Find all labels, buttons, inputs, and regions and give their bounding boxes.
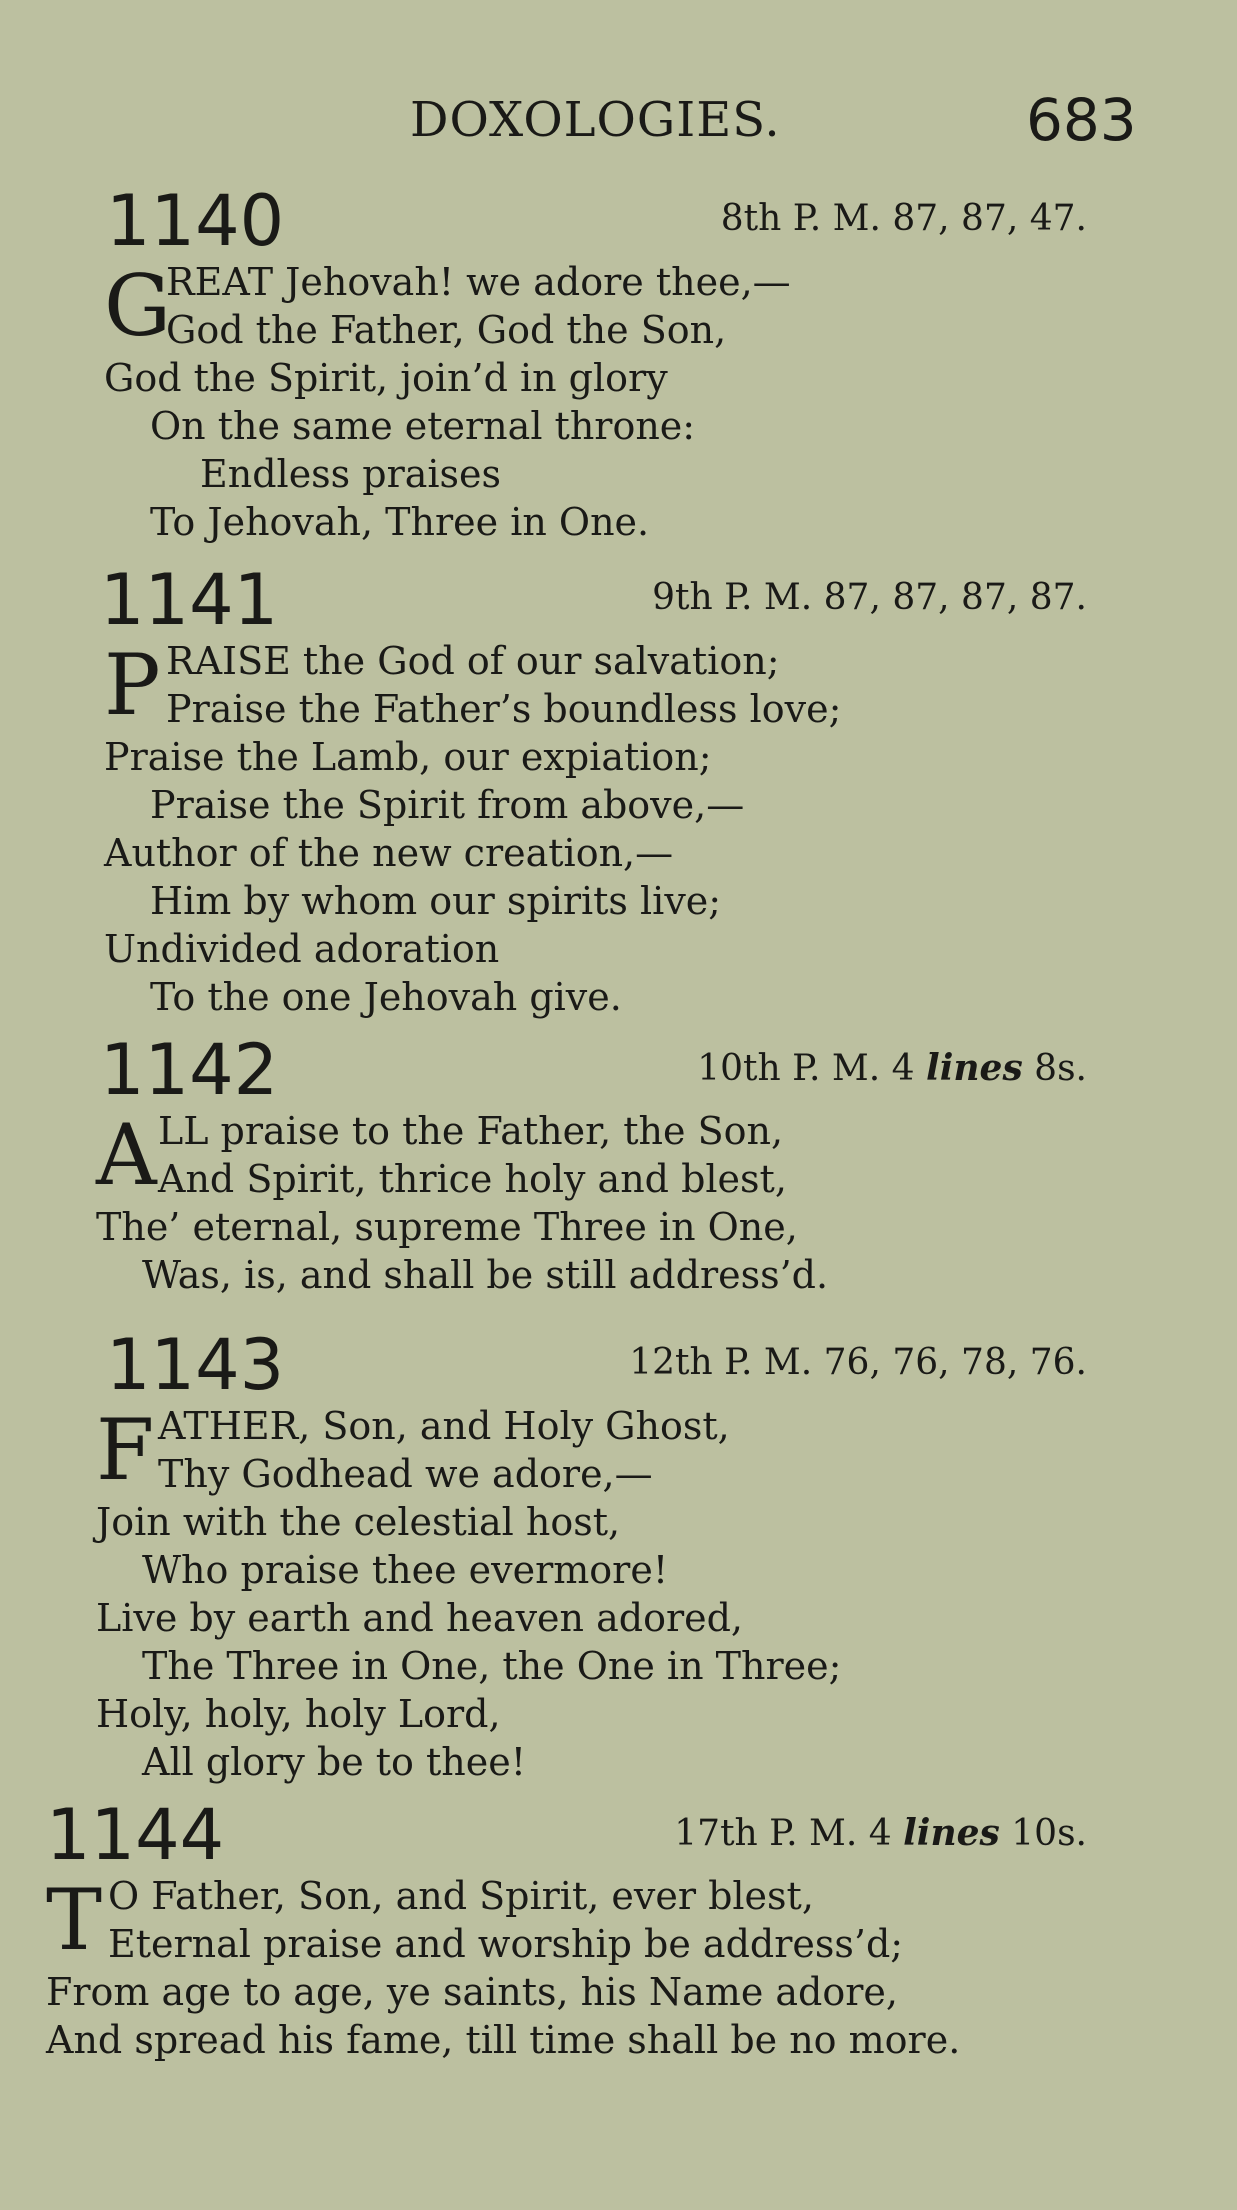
verse-line: Thy Godhead we adore,— <box>158 1452 653 1496</box>
first-line-text: O Father, Son, and Spirit, ever blest, <box>108 1874 814 1918</box>
meter-suffix: 8s. <box>1034 1048 1087 1089</box>
verse-line: All glory be to thee! <box>142 1740 527 1784</box>
verse-line: Author of the new creation,— <box>104 831 674 875</box>
page-number: 683 <box>1026 86 1137 154</box>
running-title: DOXOLOGIES. <box>410 92 781 148</box>
verse-line: God the Father, God the Son, <box>166 308 727 352</box>
hymn-number: 1141 <box>100 559 279 641</box>
hymn-number: 1142 <box>100 1029 279 1111</box>
meter-italic: lines <box>903 1812 1000 1854</box>
verse-line: On the same eternal throne: <box>150 404 696 448</box>
verse-line: Praise the Spirit from above,— <box>150 783 745 827</box>
first-line-text: ATHER, Son, and Holy Ghost, <box>158 1404 730 1448</box>
verse-line: Was, is, and shall be still address’d. <box>142 1253 829 1297</box>
meter-italic: lines <box>926 1047 1023 1089</box>
meter <box>629 1342 1087 1383</box>
meter <box>697 1047 1087 1089</box>
verse-line: Who praise thee evermore! <box>142 1548 669 1592</box>
verse <box>46 1872 960 2064</box>
verse-line: Eternal praise and worship be address’d; <box>108 1922 904 1966</box>
drop-cap: T <box>46 1871 103 1969</box>
meter-text: 9th P. M. 87, 87, 87, 87. <box>652 577 1087 618</box>
verse-line: The Three in One, the One in Three; <box>142 1644 842 1688</box>
verse-line: And Spirit, thrice holy and blest, <box>158 1157 787 1201</box>
drop-cap: F <box>96 1401 155 1499</box>
verse-line: To Jehovah, Three in One. <box>150 500 650 544</box>
verse <box>104 258 791 546</box>
meter-text: 8th P. M. 87, 87, 47. <box>720 198 1087 239</box>
first-line-text: RAISE the God of our salvation; <box>166 639 780 683</box>
verse-line: And spread his fame, till time shall be no more. <box>46 2018 961 2062</box>
verse-line: Live by earth and heaven adored, <box>96 1596 744 1640</box>
verse-line: Undivided adoration <box>104 927 500 971</box>
verse <box>104 637 841 1021</box>
verse-line: Holy, holy, holy Lord, <box>96 1692 501 1736</box>
meter-text: 12th P. M. 76, 76, 78, 76. <box>629 1342 1087 1383</box>
meter <box>721 198 1087 239</box>
meter-suffix: 10s. <box>1011 1813 1087 1854</box>
verse-line: God the Spirit, join’d in glory <box>104 356 668 400</box>
meter-text: 17th P. M. 4 <box>674 1813 892 1854</box>
hymn-number: 1144 <box>46 1794 225 1876</box>
drop-cap: P <box>104 636 161 734</box>
hymn-number: 1143 <box>106 1324 285 1406</box>
verse-line: Praise the Lamb, our expiation; <box>104 735 712 779</box>
verse-line: From age to age, ye saints, his Name adore, <box>46 1970 898 2014</box>
drop-cap: G <box>104 257 172 355</box>
first-line-text: LL praise to the Father, the Son, <box>158 1109 784 1153</box>
verse <box>96 1107 828 1299</box>
meter <box>674 1812 1087 1854</box>
verse-line: Endless praises <box>200 452 502 496</box>
verse-line: Him by whom our spirits live; <box>150 879 722 923</box>
drop-cap: A <box>96 1106 157 1204</box>
meter-text: 10th P. M. 4 <box>697 1048 915 1089</box>
first-line-text: REAT Jehovah! we adore thee,— <box>166 260 791 304</box>
verse-line: The’ eternal, supreme Three in One, <box>96 1205 798 1249</box>
verse <box>96 1402 841 1786</box>
meter <box>652 577 1087 618</box>
verse-line: Join with the celestial host, <box>96 1500 621 1544</box>
verse-line: Praise the Father’s boundless love; <box>166 687 842 731</box>
hymn-number: 1140 <box>106 180 285 262</box>
verse-line: To the one Jehovah give. <box>150 975 622 1019</box>
